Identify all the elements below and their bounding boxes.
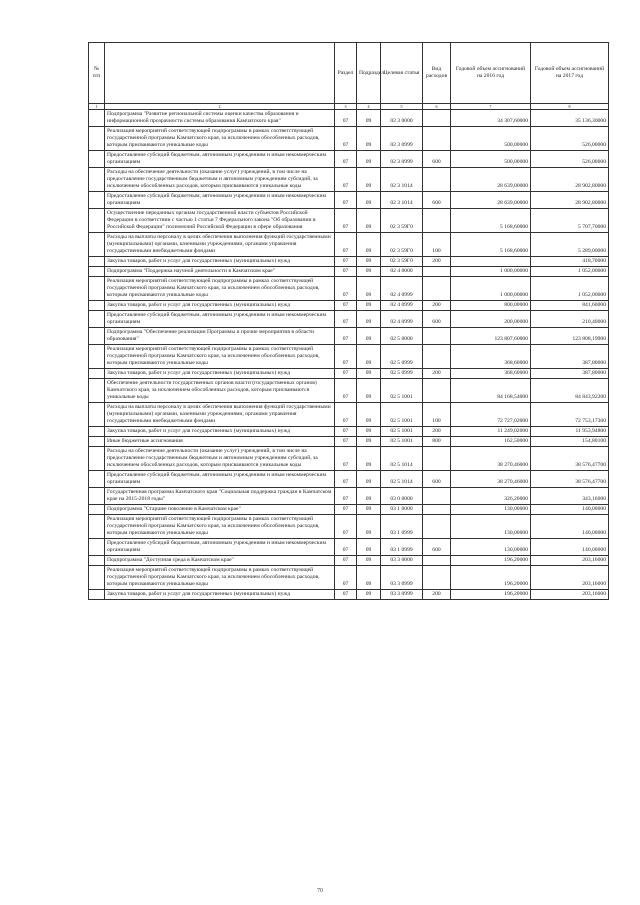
cell-number: [89, 539, 105, 556]
cell-razdel: 07: [335, 277, 357, 301]
cell-number: [89, 345, 105, 369]
cell-vid: [423, 168, 451, 192]
col-number: 5: [381, 104, 423, 110]
cell-2016: 130,00000: [451, 515, 531, 539]
cell-name: Реализация мероприятий соответствующей подпрограммы в рамках соответствующей государственной программы Камчатского края, за исключением обособленных расходов, которым присваиваются уникальные коды: [105, 566, 335, 590]
cell-2016: 196,20000: [451, 590, 531, 600]
cell-2017: 5 707,70000: [531, 209, 609, 233]
cell-number: [89, 257, 105, 267]
cell-2017: 35 136,30000: [531, 110, 609, 127]
cell-number: [89, 556, 105, 566]
cell-name: Реализация мероприятий соответствующей подпрограммы в рамках соответствующей государственной программы Камчатского края, за исключением обособленных расходов, которым присваиваются уникальные коды: [105, 515, 335, 539]
cell-2016: 38 270,46000: [451, 447, 531, 471]
cell-vid: 100: [423, 233, 451, 257]
cell-vid: [423, 345, 451, 369]
cell-2016: 28 639,00000: [451, 192, 531, 209]
cell-statya: 02 3 0000: [381, 110, 423, 127]
cell-2017: 203,16000: [531, 566, 609, 590]
cell-2016: 500,00000: [451, 151, 531, 168]
table-row: [89, 209, 609, 233]
cell-vid: 200: [423, 257, 451, 267]
cell-razdel: 07: [335, 267, 357, 277]
cell-vid: 600: [423, 311, 451, 328]
cell-vid: [423, 110, 451, 127]
cell-2016: [451, 257, 531, 267]
cell-podrazdel: 09: [357, 369, 381, 379]
cell-razdel: 07: [335, 233, 357, 257]
cell-name: Расходы на выплаты персоналу в целях обеспечения выполнения функций государственными (муниципальными) органами, казенными учреждениями, органами управления государственными внебюджетными фондами: [105, 233, 335, 257]
cell-statya: 03 1 0999: [381, 539, 423, 556]
table-row: [89, 471, 609, 488]
table-row: [89, 127, 609, 151]
cell-2016: 800,00000: [451, 301, 531, 311]
table-row: [89, 427, 609, 437]
cell-2016: 162,50000: [451, 437, 531, 447]
cell-name: Закупка товаров, работ и услуг для государственных (муниципальных) нужд: [105, 369, 335, 379]
cell-statya: 03 3 0999: [381, 590, 423, 600]
cell-2017: 28 902,80000: [531, 168, 609, 192]
cell-razdel: 07: [335, 379, 357, 403]
cell-name: Реализация мероприятий соответствующей подпрограммы в рамках соответствующей государственной программы Камчатского края, за исключением обособленных расходов, которым присваиваются уникальные коды: [105, 345, 335, 369]
cell-podrazdel: 09: [357, 403, 381, 427]
cell-number: [89, 151, 105, 168]
cell-name: Обеспечение деятельности государственных органов власти (государственных органов) Камчатского края, за исключением обособленных расходов, которым присваиваются уникальные коды: [105, 379, 335, 403]
cell-2016: 130,00000: [451, 505, 531, 515]
cell-number: [89, 369, 105, 379]
cell-podrazdel: 09: [357, 566, 381, 590]
cell-2016: 34 307,60000: [451, 110, 531, 127]
cell-name: Закупка товаров, работ и услуг для государственных (муниципальных) нужд: [105, 590, 335, 600]
cell-razdel: 07: [335, 505, 357, 515]
cell-vid: [423, 277, 451, 301]
cell-statya: 03 1 0999: [381, 515, 423, 539]
cell-vid: [423, 488, 451, 505]
cell-number: [89, 505, 105, 515]
cell-podrazdel: 09: [357, 267, 381, 277]
col-number: 4: [357, 104, 381, 110]
cell-number: [89, 488, 105, 505]
cell-podrazdel: 09: [357, 437, 381, 447]
cell-name: Закупка товаров, работ и услуг для государственных (муниципальных) нужд: [105, 301, 335, 311]
cell-statya: 03 3 0000: [381, 556, 423, 566]
cell-podrazdel: 09: [357, 345, 381, 369]
cell-podrazdel: 09: [357, 488, 381, 505]
table-row: [89, 488, 609, 505]
cell-statya: 02 3 0999: [381, 151, 423, 168]
cell-razdel: 07: [335, 515, 357, 539]
table-row: [89, 566, 609, 590]
cell-2017: 526,00000: [531, 127, 609, 151]
cell-name: Предоставление субсидий бюджетным, автономным учреждениям и иным некоммерческим организациям: [105, 311, 335, 328]
cell-statya: 02 5 0999: [381, 369, 423, 379]
cell-podrazdel: 09: [357, 515, 381, 539]
cell-name: Подпрограмма "Развитие региональной системы оценки качества образования и информационной прозрачности системы образования Камчатского края": [105, 110, 335, 127]
table-row: [89, 192, 609, 209]
cell-statya: 02 4 0999: [381, 277, 423, 301]
cell-name: Расходы на обеспечение деятельности (оказание услуг) учреждений, в том числе на предоставление государственным бюджетным и автономным учреждениям субсидий, за исключением обособленных расходов, которым присваиваются уникальные коды: [105, 168, 335, 192]
cell-statya: 02 3 1014: [381, 192, 423, 209]
cell-2016: 11 249,02000: [451, 427, 531, 437]
cell-name: Закупка товаров, работ и услуг для государственных (муниципальных) нужд: [105, 257, 335, 267]
cell-vid: [423, 209, 451, 233]
cell-podrazdel: 09: [357, 471, 381, 488]
cell-statya: 02 3 59Г0: [381, 209, 423, 233]
cell-statya: 02 3 59Г0: [381, 233, 423, 257]
cell-vid: 200: [423, 369, 451, 379]
col-header-2017: Годовой объем ассигнований на 2017 год: [531, 43, 609, 104]
cell-number: [89, 209, 105, 233]
cell-statya: 02 5 0000: [381, 328, 423, 345]
cell-razdel: 07: [335, 151, 357, 168]
cell-number: [89, 301, 105, 311]
table-row: [89, 168, 609, 192]
cell-2017: 418,70000: [531, 257, 609, 267]
cell-2016: 123 807,60000: [451, 328, 531, 345]
cell-razdel: 07: [335, 437, 357, 447]
table-header-row: [89, 43, 609, 104]
cell-name: Государственная программа Камчатского края "Социальная поддержка граждан в Камчатском крае на 2015-2018 годы": [105, 488, 335, 505]
cell-number: [89, 192, 105, 209]
cell-number: [89, 379, 105, 403]
col-number: 2: [105, 104, 335, 110]
cell-2016: 28 639,00000: [451, 168, 531, 192]
table-row: [89, 267, 609, 277]
cell-vid: 600: [423, 539, 451, 556]
col-header-statya: Целевая статья: [381, 43, 423, 104]
cell-podrazdel: 09: [357, 447, 381, 471]
cell-2016: 196,20000: [451, 566, 531, 590]
cell-2016: 500,00000: [451, 127, 531, 151]
cell-razdel: 07: [335, 110, 357, 127]
cell-podrazdel: 09: [357, 151, 381, 168]
cell-2017: 140,00000: [531, 515, 609, 539]
cell-podrazdel: 09: [357, 539, 381, 556]
table-row: [89, 369, 609, 379]
cell-number: [89, 403, 105, 427]
cell-vid: [423, 566, 451, 590]
cell-number: [89, 328, 105, 345]
cell-razdel: 07: [335, 403, 357, 427]
cell-2017: 38 576,47700: [531, 447, 609, 471]
cell-statya: 02 3 0999: [381, 127, 423, 151]
cell-2016: 130,00000: [451, 539, 531, 556]
table-row: [89, 110, 609, 127]
col-number: 8: [531, 104, 609, 110]
cell-2016: 84 168,54000: [451, 379, 531, 403]
col-number: 3: [335, 104, 357, 110]
cell-vid: 200: [423, 427, 451, 437]
cell-2016: 1 000,00000: [451, 267, 531, 277]
cell-razdel: 07: [335, 209, 357, 233]
cell-name: Осуществление переданных органам государственной власти субъектов Российской Федерации в соответствии с частью 1 статьи 7 Федерального закона "Об образовании в Российской Федерации" полномочий Российской Федерации в сфере образования: [105, 209, 335, 233]
col-header-number: № п/п: [89, 43, 105, 104]
cell-2017: 343,16000: [531, 488, 609, 505]
cell-number: [89, 233, 105, 257]
cell-2017: 841,60000: [531, 301, 609, 311]
cell-name: Реализация мероприятий соответствующей подпрограммы в рамках соответствующей государственной программы Камчатского края, за исключением обособленных расходов, которым присваиваются уникальные коды: [105, 277, 335, 301]
cell-vid: [423, 379, 451, 403]
cell-razdel: 07: [335, 488, 357, 505]
cell-2017: 387,80000: [531, 369, 609, 379]
cell-vid: 600: [423, 151, 451, 168]
cell-name: Предоставление субсидий бюджетным, автономным учреждениям и иным некоммерческим организациям: [105, 192, 335, 209]
cell-2017: 203,16000: [531, 590, 609, 600]
cell-statya: 02 5 1001: [381, 437, 423, 447]
table-row: [89, 505, 609, 515]
cell-2016: 5 168,60000: [451, 209, 531, 233]
table-row: [89, 556, 609, 566]
cell-name: Подпрограмма "Старшее поколение в Камчатском крае": [105, 505, 335, 515]
cell-name: Расходы на обеспечение деятельности (оказание услуг) учреждений, в том числе на предоставление государственным бюджетным и автономным учреждениям субсидий, за исключением обособленных расходов, которым присваиваются уникальные коды: [105, 447, 335, 471]
cell-number: [89, 277, 105, 301]
table-row: [89, 257, 609, 267]
cell-vid: 600: [423, 192, 451, 209]
cell-statya: 02 5 1001: [381, 403, 423, 427]
cell-name: Предоставление субсидий бюджетным, автономным учреждениям и иным некоммерческим организациям: [105, 151, 335, 168]
cell-statya: 02 5 1014: [381, 471, 423, 488]
cell-2016: 72 727,02000: [451, 403, 531, 427]
cell-name: Иные бюджетные ассигнования: [105, 437, 335, 447]
cell-2017: 72 753,17300: [531, 403, 609, 427]
cell-podrazdel: 09: [357, 257, 381, 267]
cell-vid: 100: [423, 403, 451, 427]
cell-number: [89, 267, 105, 277]
cell-razdel: 07: [335, 590, 357, 600]
cell-2017: 210,40000: [531, 311, 609, 328]
cell-razdel: 07: [335, 301, 357, 311]
cell-2017: 11 953,94800: [531, 427, 609, 437]
table-row: [89, 590, 609, 600]
cell-2017: 140,00000: [531, 505, 609, 515]
cell-podrazdel: 09: [357, 209, 381, 233]
cell-2017: 38 576,47700: [531, 471, 609, 488]
table-row: [89, 403, 609, 427]
cell-podrazdel: 09: [357, 277, 381, 301]
cell-name: Подпрограмма "Поддержка научной деятельности в Камчатском крае": [105, 267, 335, 277]
col-number: 6: [423, 104, 451, 110]
cell-vid: [423, 505, 451, 515]
cell-podrazdel: 09: [357, 556, 381, 566]
cell-razdel: 07: [335, 345, 357, 369]
cell-2017: 1 052,00000: [531, 277, 609, 301]
col-header-podrazdel: Подраздел: [357, 43, 381, 104]
cell-statya: 02 3 59Г0: [381, 257, 423, 267]
cell-name: Расходы на выплаты персоналу в целях обеспечения выполнения функций государственными (муниципальными) органами, казенными учреждениями, органами управления государственными внебюджетными фондами: [105, 403, 335, 427]
col-number: 7: [451, 104, 531, 110]
cell-razdel: 07: [335, 427, 357, 437]
cell-razdel: 07: [335, 192, 357, 209]
cell-razdel: 07: [335, 566, 357, 590]
cell-2017: 84 843,92200: [531, 379, 609, 403]
cell-podrazdel: 09: [357, 311, 381, 328]
cell-razdel: 07: [335, 127, 357, 151]
cell-razdel: 07: [335, 556, 357, 566]
cell-podrazdel: 09: [357, 192, 381, 209]
table-row: [89, 311, 609, 328]
budget-table: [88, 42, 609, 600]
table-row: [89, 447, 609, 471]
cell-number: [89, 590, 105, 600]
cell-2017: 5 289,00000: [531, 233, 609, 257]
table-body: [89, 110, 609, 600]
table-row: [89, 379, 609, 403]
table-row: [89, 539, 609, 556]
table-row: [89, 233, 609, 257]
cell-2017: 203,16000: [531, 556, 609, 566]
cell-2017: 154,80100: [531, 437, 609, 447]
cell-podrazdel: 09: [357, 110, 381, 127]
table-row: [89, 277, 609, 301]
cell-podrazdel: 09: [357, 168, 381, 192]
cell-statya: 03 0 0000: [381, 488, 423, 505]
cell-2016: 326,20000: [451, 488, 531, 505]
cell-2016: 200,00000: [451, 311, 531, 328]
cell-2017: 387,80000: [531, 345, 609, 369]
cell-number: [89, 515, 105, 539]
cell-number: [89, 110, 105, 127]
cell-name: Закупка товаров, работ и услуг для государственных (муниципальных) нужд: [105, 427, 335, 437]
cell-podrazdel: 09: [357, 590, 381, 600]
cell-statya: 02 3 1014: [381, 168, 423, 192]
cell-number: [89, 566, 105, 590]
table-row: [89, 437, 609, 447]
cell-statya: 02 5 1001: [381, 427, 423, 437]
table-row: [89, 301, 609, 311]
cell-name: Предоставление субсидий бюджетным, автономным учреждениям и иным некоммерческим организациям: [105, 471, 335, 488]
cell-vid: [423, 328, 451, 345]
cell-2016: 368,60000: [451, 369, 531, 379]
cell-number: [89, 311, 105, 328]
cell-vid: [423, 447, 451, 471]
cell-2017: 28 902,80000: [531, 192, 609, 209]
table-row: [89, 328, 609, 345]
cell-razdel: 07: [335, 369, 357, 379]
cell-statya: 02 4 0000: [381, 267, 423, 277]
cell-podrazdel: 09: [357, 233, 381, 257]
cell-vid: [423, 556, 451, 566]
cell-2017: 526,00000: [531, 151, 609, 168]
cell-podrazdel: 09: [357, 328, 381, 345]
cell-name: Подпрограмма "Обеспечение реализации Программы и прочие мероприятия в области образования": [105, 328, 335, 345]
table-row: [89, 345, 609, 369]
cell-razdel: 07: [335, 539, 357, 556]
cell-2017: 1 052,00000: [531, 267, 609, 277]
cell-razdel: 07: [335, 168, 357, 192]
cell-razdel: 07: [335, 471, 357, 488]
cell-statya: 02 5 0999: [381, 345, 423, 369]
cell-vid: 600: [423, 471, 451, 488]
cell-vid: 200: [423, 590, 451, 600]
cell-podrazdel: 09: [357, 301, 381, 311]
cell-2016: 368,60000: [451, 345, 531, 369]
col-header-vid: Вид расходов: [423, 43, 451, 104]
cell-2016: 1 000,00000: [451, 277, 531, 301]
cell-podrazdel: 09: [357, 505, 381, 515]
col-header-name: [105, 43, 335, 104]
cell-number: [89, 427, 105, 437]
cell-razdel: 07: [335, 311, 357, 328]
cell-number: [89, 447, 105, 471]
cell-2016: 38 270,46000: [451, 471, 531, 488]
cell-vid: [423, 127, 451, 151]
cell-statya: 02 5 1001: [381, 379, 423, 403]
cell-number: [89, 471, 105, 488]
cell-number: [89, 127, 105, 151]
cell-2016: 196,20000: [451, 556, 531, 566]
col-header-razdel: Раздел: [335, 43, 357, 104]
cell-number: [89, 168, 105, 192]
cell-vid: [423, 515, 451, 539]
cell-statya: 02 4 0999: [381, 311, 423, 328]
cell-vid: 800: [423, 437, 451, 447]
page-number: 70: [317, 888, 323, 894]
cell-name: Подпрограмма "Доступная среда в Камчатском крае": [105, 556, 335, 566]
col-number: 1: [89, 104, 105, 110]
cell-podrazdel: 09: [357, 379, 381, 403]
cell-2017: 123 808,19900: [531, 328, 609, 345]
cell-name: Реализация мероприятий соответствующей подпрограммы в рамках соответствующей государственной программы Камчатского края, за исключением обособленных расходов, которым присваиваются уникальные коды: [105, 127, 335, 151]
cell-statya: 02 5 1014: [381, 447, 423, 471]
cell-vid: 200: [423, 301, 451, 311]
cell-2017: 140,00000: [531, 539, 609, 556]
cell-vid: [423, 267, 451, 277]
cell-statya: 03 3 0999: [381, 566, 423, 590]
col-header-2016: Годовой объем ассигнований на 2016 год: [451, 43, 531, 104]
cell-2016: 5 168,60000: [451, 233, 531, 257]
table-row: [89, 151, 609, 168]
cell-razdel: 07: [335, 257, 357, 267]
cell-podrazdel: 09: [357, 427, 381, 437]
table-row: [89, 515, 609, 539]
cell-razdel: 07: [335, 447, 357, 471]
cell-statya: 02 4 0999: [381, 301, 423, 311]
cell-name: Предоставление субсидий бюджетным, автономным учреждениям и иным некоммерческим организациям: [105, 539, 335, 556]
cell-razdel: 07: [335, 328, 357, 345]
cell-podrazdel: 09: [357, 127, 381, 151]
cell-statya: 03 1 0000: [381, 505, 423, 515]
cell-number: [89, 437, 105, 447]
